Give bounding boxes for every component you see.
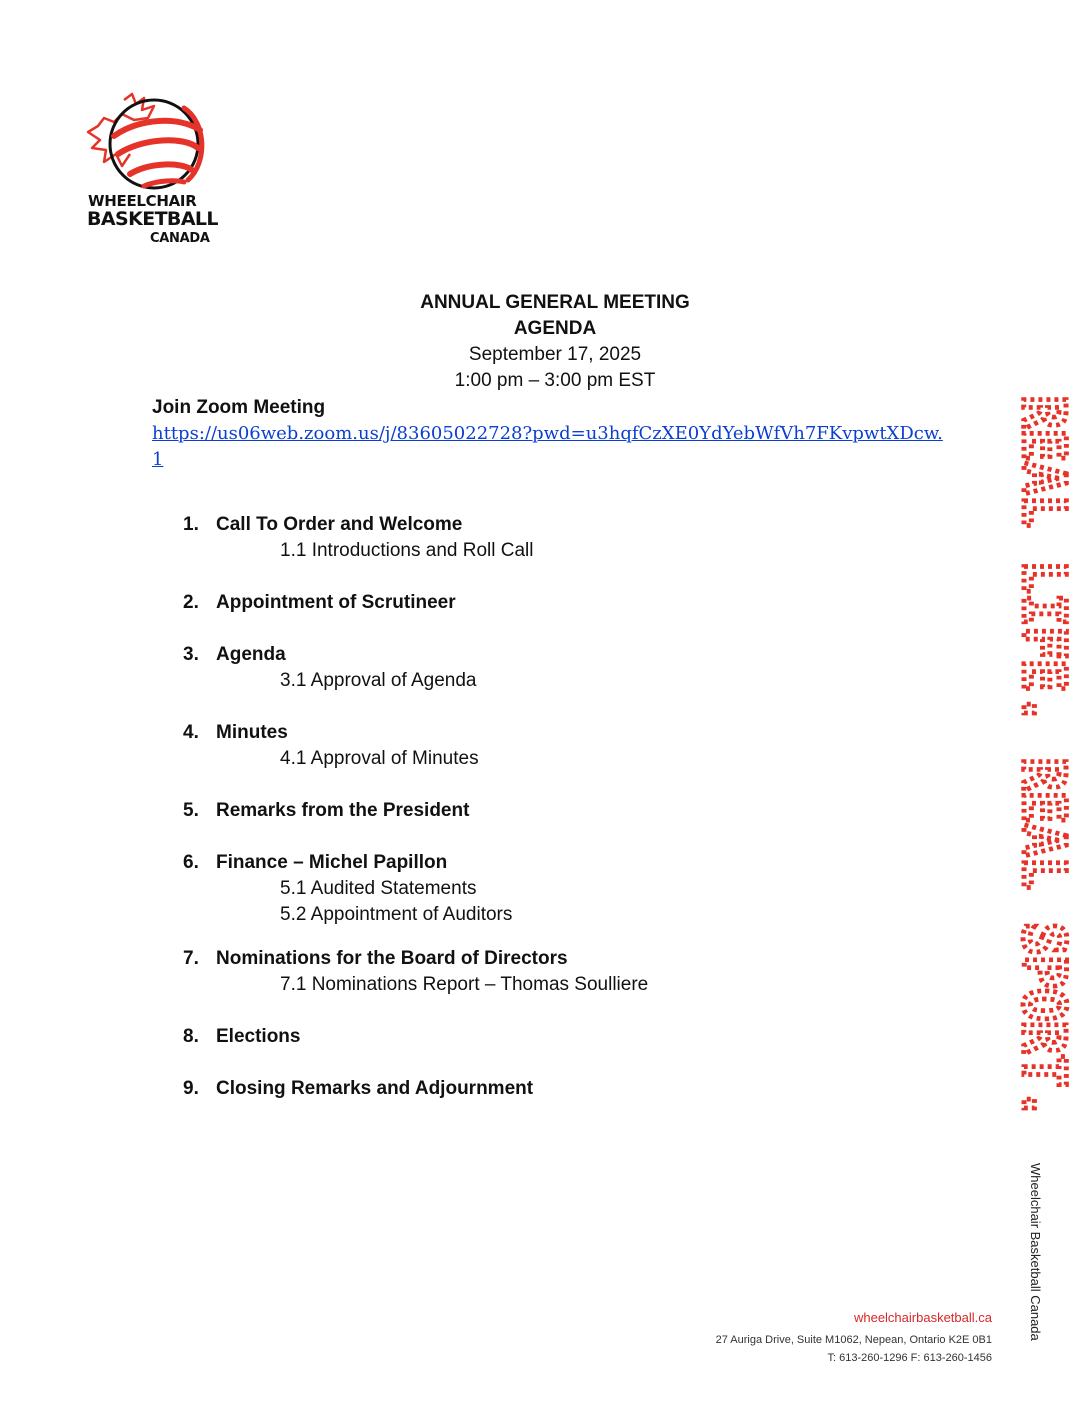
- agenda-item-number: 6.: [183, 852, 199, 873]
- footer-address: 27 Auriga Drive, Suite M1062, Nepean, Ontario K2E 0B1: [715, 1334, 992, 1346]
- agenda-item: [183, 1024, 300, 1050]
- agenda-item-number: 5.: [183, 800, 199, 821]
- agenda-item-number: 7.: [183, 948, 199, 969]
- maple-leaf-basketball-icon: [84, 92, 220, 192]
- agenda-item: [183, 642, 286, 668]
- agenda-item-number: 3.: [183, 644, 199, 665]
- agenda-item: [183, 720, 288, 746]
- agenda-item-title: Agenda: [216, 644, 286, 665]
- agenda-item-number: 4.: [183, 722, 199, 743]
- logo-line-canada: CANADA: [150, 231, 210, 246]
- agenda-item-title: Nominations for the Board of Directors: [216, 948, 568, 969]
- logo-line-wheelchair: WHEELCHAIR: [88, 192, 197, 210]
- agenda-item-title: Minutes: [216, 722, 288, 743]
- sidebar-org-name: Wheelchair Basketball Canada: [1028, 1163, 1043, 1341]
- logo-line-basketball: BASKETBALL: [87, 208, 218, 230]
- agenda-item-number: 1.: [183, 514, 199, 535]
- agenda-item-title: Elections: [216, 1026, 301, 1047]
- agenda-item-title: Call To Order and Welcome: [216, 514, 463, 535]
- document-subtitle: AGENDA: [513, 318, 597, 339]
- zoom-label: Join Zoom Meeting: [152, 397, 326, 418]
- agenda-item: [183, 1076, 533, 1102]
- org-logo: [84, 92, 220, 247]
- agenda-item: [183, 798, 469, 824]
- meeting-date: September 17, 2025: [468, 344, 642, 365]
- agenda-item-number: 2.: [183, 592, 199, 613]
- agenda-item-title: Appointment of Scrutineer: [216, 592, 456, 613]
- tagline-graphic: [1010, 396, 1078, 1165]
- agenda-subitem: 7.1 Nominations Report – Thomas Soulliere: [280, 974, 649, 995]
- agenda-item-number: 8.: [183, 1026, 199, 1047]
- tagline-text: REAL LIFE. REAL SPORT.: [1010, 396, 1078, 1165]
- agenda-subitem: 1.1 Introductions and Roll Call: [280, 540, 534, 561]
- agenda-item-title: Finance – Michel Papillon: [216, 852, 448, 873]
- agenda-item: [183, 850, 447, 876]
- agenda-subitem: 4.1 Approval of Minutes: [280, 748, 479, 769]
- agenda-item: [183, 946, 568, 972]
- agenda-item: [183, 512, 462, 538]
- document-title: ANNUAL GENERAL MEETING: [420, 292, 690, 313]
- meeting-time: 1:00 pm – 3:00 pm EST: [454, 370, 656, 391]
- agenda-item: [183, 590, 456, 616]
- agenda-item-number: 9.: [183, 1078, 199, 1099]
- agenda-item-title: Remarks from the President: [216, 800, 470, 821]
- agenda-subitem: 5.2 Appointment of Auditors: [280, 904, 513, 925]
- agenda-subitem: 3.1 Approval of Agenda: [280, 670, 477, 691]
- footer-phone: T: 613-260-1296 F: 613-260-1456: [827, 1352, 992, 1364]
- footer-website: wheelchairbasketball.ca: [853, 1310, 992, 1325]
- agenda-item-title: Closing Remarks and Adjournment: [216, 1078, 534, 1099]
- agenda-subitem: 5.1 Audited Statements: [280, 878, 477, 899]
- zoom-link[interactable]: https://us06web.zoom.us/j/83605022728?pwd=u3hqfCzXE0YdYebWfVh7FKvpwtXDcw.1: [152, 423, 943, 470]
